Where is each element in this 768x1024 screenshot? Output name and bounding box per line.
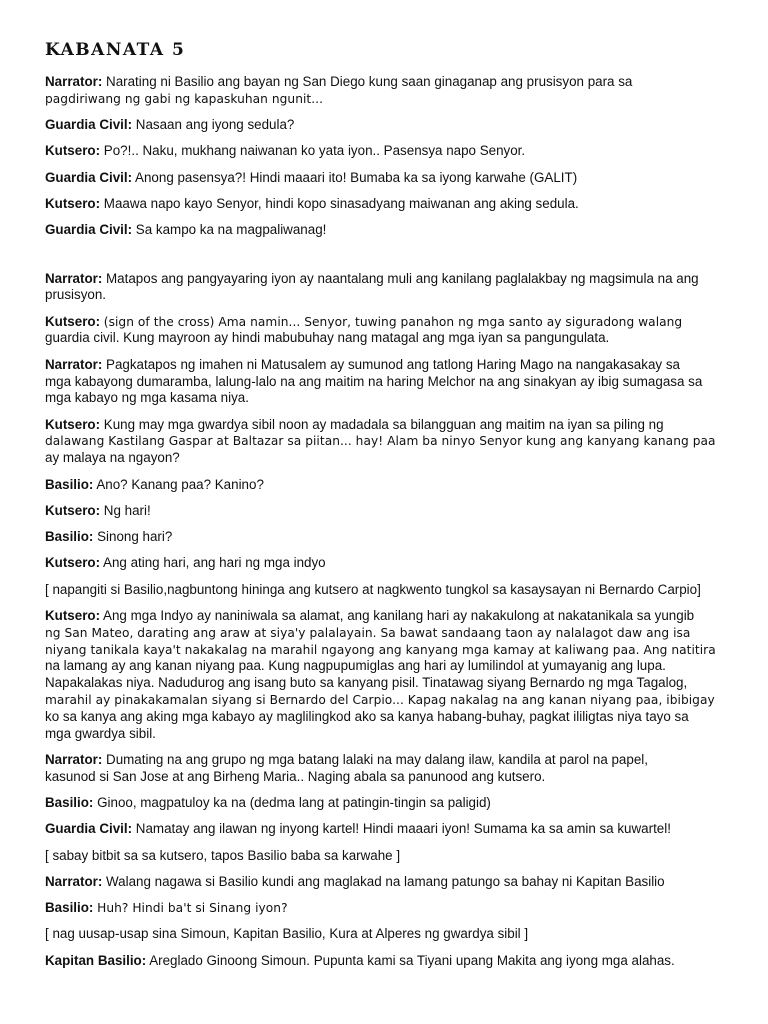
line-text: Matapos ang pangyayaring iyon ay naantalang muli ang kanilang paglalakbay ng magsimula na ang	[106, 270, 699, 286]
dialogue-line	[45, 314, 735, 331]
speaker-name: Basilio:	[45, 529, 94, 545]
speaker-name: Kapitan Basilio:	[45, 952, 147, 968]
dialogue-paragraph	[45, 314, 735, 348]
line-text: niyang tanikala kaya't nakakalag na marahil ngayong ang kanyang mga kamay at kaliwang paa. Ang natitira	[45, 642, 716, 657]
dialogue-paragraph	[45, 608, 735, 742]
dialogue-line	[45, 287, 735, 304]
speaker-name: Basilio:	[45, 900, 94, 916]
speaker-name: Guardia Civil:	[45, 222, 133, 238]
line-text: Areglado Ginoong Simoun. Pupunta kami sa Tiyani upang Makita ang iyong mga alahas.	[149, 952, 675, 968]
dialogue-line	[45, 477, 735, 494]
script-body	[45, 74, 735, 979]
dialogue-line	[45, 390, 735, 407]
line-text: Anong pasensya?! Hindi maaari ito! Bumaba ka sa iyong karwahe (GALIT)	[135, 169, 578, 185]
dialogue-paragraph	[45, 529, 735, 546]
line-text: ko sa kanya ang aking mga kabayo ay maglilingkod ako sa kanya habang-buhay, pagkat ililigtas niya tayo sa	[45, 708, 689, 724]
dialogue-line	[45, 795, 735, 812]
dialogue-line	[45, 357, 735, 374]
speaker-name: Guardia Civil:	[45, 117, 133, 133]
speaker-name: Kutsero:	[45, 313, 101, 329]
speaker-name: Guardia Civil:	[45, 821, 133, 837]
line-text: Ang ating hari, ang hari ng mga indyo	[103, 555, 326, 571]
line-text: Ginoo, magpatuloy ka na (dedma lang at patingin-tingin sa paligid)	[97, 795, 491, 810]
line-text: Nasaan ang iyong sedula?	[135, 117, 295, 133]
dialogue-line	[45, 926, 735, 943]
line-text: [ nag uusap-usap sina Simoun, Kapitan Basilio, Kura at Alperes ng gwardya sibil ]	[45, 926, 529, 942]
dialogue-line	[45, 196, 735, 213]
line-text: Sa kampo ka na magpaliwanag!	[135, 222, 327, 238]
dialogue-line	[45, 608, 735, 625]
dialogue-line	[45, 433, 735, 450]
line-text: [ sabay bitbit sa sa kutsero, tapos Basilio baba sa karwahe ]	[45, 847, 401, 863]
dialogue-line	[45, 555, 735, 572]
dialogue-line	[45, 529, 735, 546]
stage-direction	[45, 926, 735, 943]
speaker-name: Kutsero:	[45, 608, 101, 624]
dialogue-paragraph	[45, 143, 735, 160]
speaker-name: Kutsero:	[45, 502, 101, 518]
dialogue-paragraph	[45, 117, 735, 134]
line-text: (sign of the cross) Ama namin... Senyor, tuwing panahon ng mga santo ay siguradong walang	[103, 314, 683, 329]
line-text: marahil ay pinakakamalan siyang si Bernardo del Carpio... Kapag nakalag na ang kanan niyang paa, ibibigay	[45, 693, 715, 708]
dialogue-paragraph	[45, 477, 735, 494]
speaker-name: Basilio:	[45, 795, 94, 810]
speaker-name: Narrator:	[45, 356, 103, 372]
dialogue-paragraph	[45, 222, 735, 239]
dialogue-line	[45, 330, 735, 347]
dialogue-line	[45, 821, 735, 838]
line-text: Huh? Hindi ba't si Sinang iyon?	[97, 901, 288, 916]
dialogue-line	[45, 117, 735, 134]
dialogue-line	[45, 374, 735, 391]
dialogue-line	[45, 450, 735, 467]
line-text: mga kabayong dumaramba, lalung-lalo na ang maitim na haring Melchor na ang sinakyan ay ibig sumagasa sa	[45, 373, 703, 389]
dialogue-paragraph	[45, 900, 735, 917]
dialogue-line	[45, 848, 735, 865]
line-text: Po?!.. Naku, mukhang naiwanan ko yata iyon.. Pasensya napo Senyor.	[103, 143, 526, 159]
dialogue-line	[45, 769, 735, 786]
line-text: mga kabayo ng mga kasama niya.	[45, 390, 249, 406]
speaker-name: Basilio:	[45, 476, 94, 492]
speaker-name: Kutsero:	[45, 416, 101, 432]
dialogue-line	[45, 874, 735, 891]
line-text: ay malaya na ngayon?	[45, 450, 180, 466]
line-text: Maawa napo kayo Senyor, hindi kopo sinasadyang maiwanan ang aking sedula.	[103, 195, 579, 211]
dialogue-line	[45, 658, 735, 675]
line-text: mga gwardya sibil.	[45, 725, 156, 741]
line-text: prusisyon.	[45, 287, 107, 303]
dialogue-paragraph	[45, 196, 735, 213]
speaker-name: Narrator:	[45, 751, 103, 767]
dialogue-paragraph	[45, 874, 735, 891]
speaker-name: Kutsero:	[45, 143, 101, 159]
dialogue-line	[45, 900, 735, 917]
dialogue-paragraph	[45, 503, 735, 520]
speaker-name: Kutsero:	[45, 195, 101, 211]
line-text: dalawang Kastilang Gaspar at Baltazar sa piitan... hay! Alam ba ninyo Senyor kung ang kanyang kanang paa	[45, 434, 716, 449]
dialogue-line	[45, 271, 735, 288]
line-text: kasunod si San Jose at ang Birheng Maria.. Naging abala sa panunood ang kutsero.	[45, 768, 546, 784]
dialogue-paragraph	[45, 821, 735, 838]
line-text: Ang mga Indyo ay naniniwala sa alamat, ang kanilang hari ay nakakulong at nakatanikala sa yungib	[103, 608, 695, 624]
stage-direction	[45, 582, 735, 599]
line-text: Pagkatapos ng imahen ni Matusalem ay sumunod ang tatlong Haring Mago na nangakasakay sa	[106, 356, 680, 372]
stage-direction	[45, 848, 735, 865]
dialogue-line	[45, 222, 735, 239]
line-text: ng San Mateo, darating ang araw at siya'y palalayain. Sa bawat sandaang taon ay nalalagot daw ang isa	[45, 625, 691, 640]
dialogue-line	[45, 642, 735, 659]
speaker-name: Narrator:	[45, 873, 103, 889]
dialogue-line	[45, 675, 735, 692]
line-text: Dumating na ang grupo ng mga batang lalaki na may dalang ilaw, kandila at parol na papel,	[106, 751, 648, 767]
line-text: Kung may mga gwardya sibil noon ay madadala sa bilangguan ang maitim na iyan sa piling ng	[103, 416, 664, 432]
line-text: na lamang ay ang kanan niyang paa. Kung nagpupumiglas ang hari ay lumilindol at yumayanig ang lupa.	[45, 658, 666, 674]
dialogue-line	[45, 143, 735, 160]
chapter-title: KABANATA 5	[45, 40, 186, 60]
dialogue-paragraph	[45, 357, 735, 407]
dialogue-line	[45, 417, 735, 434]
line-text: Narating ni Basilio ang bayan ng San Diego kung saan ginaganap ang prusisyon para sa	[106, 74, 633, 89]
dialogue-paragraph	[45, 271, 735, 305]
dialogue-line	[45, 91, 735, 108]
line-text: pagdiriwang ng gabi ng kapaskuhan ngunit...	[45, 91, 324, 106]
dialogue-paragraph	[45, 417, 735, 467]
dialogue-paragraph	[45, 74, 735, 108]
line-text: Walang nagawa si Basilio kundi ang maglakad na lamang patungo sa bahay ni Kapitan Basilio	[106, 873, 665, 889]
dialogue-line	[45, 953, 735, 970]
dialogue-line	[45, 692, 735, 709]
dialogue-paragraph	[45, 953, 735, 970]
speaker-name: Narrator:	[45, 74, 103, 89]
dialogue-line	[45, 726, 735, 743]
dialogue-paragraph	[45, 752, 735, 786]
section-gap	[45, 249, 735, 271]
line-text: Sinong hari?	[97, 529, 173, 545]
speaker-name: Narrator:	[45, 270, 103, 286]
dialogue-line	[45, 74, 735, 91]
dialogue-line	[45, 170, 735, 187]
line-text: [ napangiti si Basilio,nagbuntong hininga ang kutsero at nagkwento tungkol sa kasaysayan ni Bernardo Carpio]	[45, 581, 701, 597]
dialogue-line	[45, 503, 735, 520]
dialogue-paragraph	[45, 555, 735, 572]
dialogue-paragraph	[45, 795, 735, 812]
dialogue-line	[45, 709, 735, 726]
dialogue-line	[45, 752, 735, 769]
line-text: guardia civil. Kung mayroon ay hindi mabubuhay nang matagal ang mga iyan sa pangungulata.	[45, 330, 610, 346]
speaker-name: Guardia Civil:	[45, 169, 133, 185]
speaker-name: Kutsero:	[45, 555, 101, 571]
line-text: Ano? Kanang paa? Kanino?	[96, 476, 264, 492]
dialogue-line	[45, 582, 735, 599]
line-text: Namatay ang ilawan ng inyong kartel! Hindi maaari iyon! Sumama ka sa amin sa kuwartel!	[135, 821, 671, 837]
line-text: Ng hari!	[103, 502, 151, 518]
line-text: Napakalakas niya. Nadudurog ang isang buto sa kanyang pisil. Tinatawag siyang Bernardo ng mga Tagalog,	[45, 675, 688, 691]
dialogue-line	[45, 625, 735, 642]
dialogue-paragraph	[45, 170, 735, 187]
